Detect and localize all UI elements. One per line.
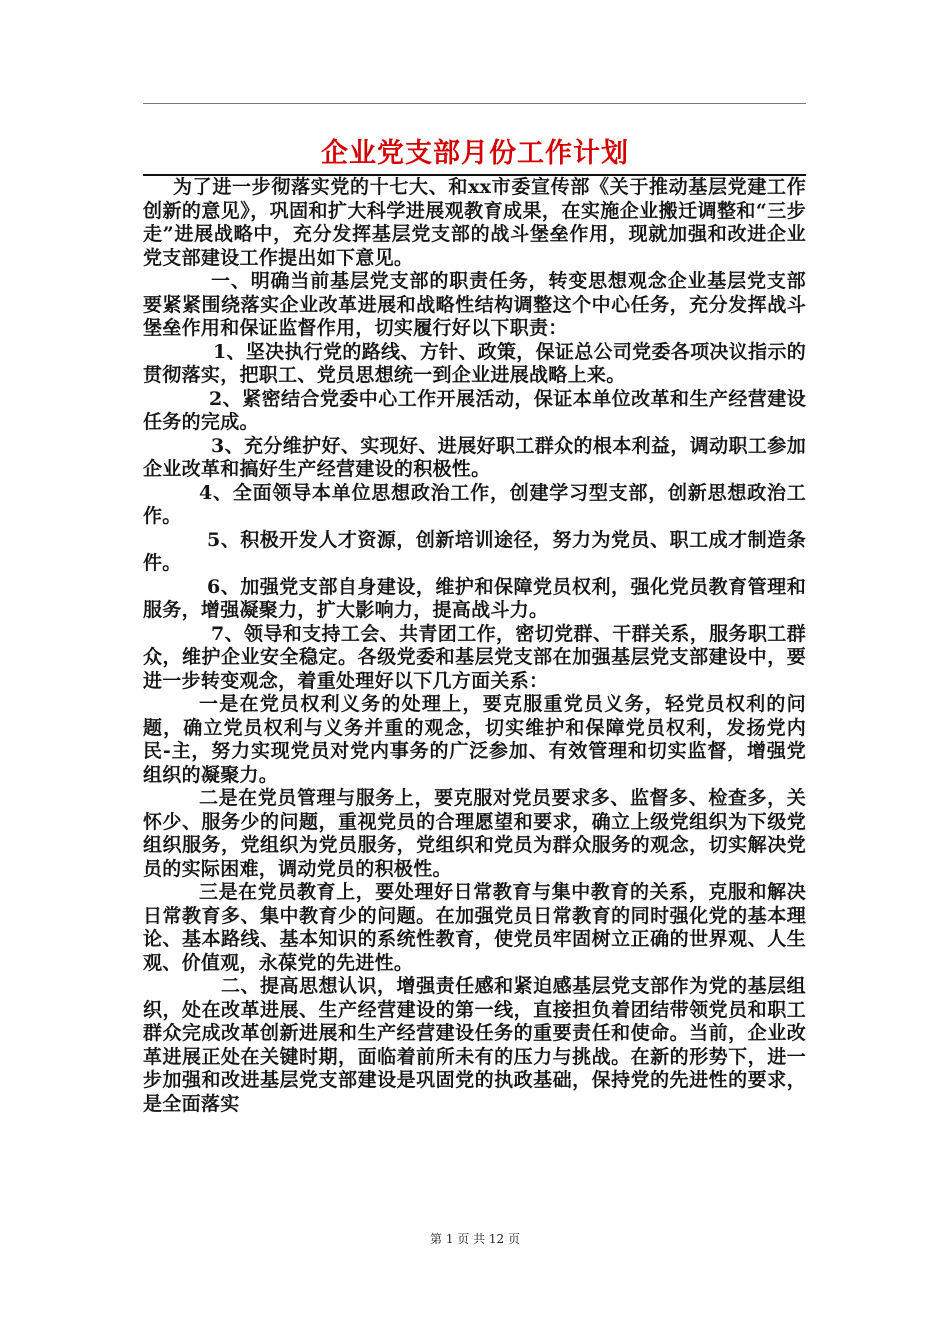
document-title: 企业党支部月份工作计划 bbox=[321, 138, 629, 169]
body-paragraph: 6、加强党支部自身建设，维护和保障党员权利，强化党员教育管理和服务，增强凝聚力，扩大影响力，提高战斗力。 bbox=[143, 575, 806, 621]
body-paragraph: 二是在党员管理与服务上，要克服对党员要求多、监督多、检查多，关怀少、服务少的问题，重视党员的合理愿望和要求，确立上级党组织为下级党组织服务，党组织为党员服务，党组织和党员为群众服务的观念，切实解决党员的实际困难，调动党员的积极性。 bbox=[143, 787, 806, 880]
document-body bbox=[143, 176, 806, 1116]
body-paragraph: 7、领导和支持工会、共青团工作，密切党群、干群关系，服务职工群众，维护企业安全稳定。各级党委和基层党支部在加强基层党支部建设中，要进一步转变观念，着重处理好以下几方面关系： bbox=[143, 622, 806, 692]
body-paragraph: 一、明确当前基层党支部的职责任务，转变思想观念企业基层党支部要紧紧围绕落实企业改革进展和战略性结构调整这个中心任务，充分发挥战斗堡垒作用和保证监督作用，切实履行好以下职责： bbox=[143, 270, 806, 339]
page-number-footer: 第 1 页 共 12 页 bbox=[430, 1232, 520, 1246]
body-paragraph: 1、坚决执行党的路线、方针、政策，保证总公司党委各项决议指示的贯彻落实，把职工、党员思想统一到企业进展战略上来。 bbox=[143, 340, 806, 386]
body-paragraph: 2、紧密结合党委中心工作开展活动，保证本单位改革和生产经营建设任务的完成。 bbox=[143, 387, 806, 433]
body-paragraph: 一是在党员权利义务的处理上，要克服重党员义务，轻党员权利的问题，确立党员权利与义务并重的观念，切实维护和保障党员权利，发扬党内民-主，努力实现党员对党内事务的广泛参加、有效管理和切实监督，增强党组织的凝聚力。 bbox=[143, 693, 806, 786]
header-rule bbox=[143, 103, 806, 104]
body-paragraph: 4、全面领导本单位思想政治工作，创建学习型支部，创新思想政治工作。 bbox=[143, 481, 806, 527]
body-paragraph: 5、积极开发人才资源，创新培训途径，努力为党员、职工成才制造条件。 bbox=[143, 528, 806, 574]
body-paragraph: 三是在党员教育上，要处理好日常教育与集中教育的关系，克服和解决日常教育多、集中教育少的问题。在加强党员日常教育的同时强化党的基本理论、基本路线、基本知识的系统性教育，使党员牢固树立正确的世界观、人生观、价值观，永葆党的先进性。 bbox=[143, 881, 806, 974]
body-paragraph: 为了进一步彻落实党的十七大、和xx市委宣传部《关于推动基层党建工作创新的意见》，巩固和扩大科学进展观教育成果，在实施企业搬迁调整和“三步走”进展战略中，充分发挥基层党支部的战斗堡垒作用，现就加强和改进企业党支部建设工作提出如下意见。 bbox=[143, 176, 806, 269]
body-paragraph: 二、提高思想认识，增强责任感和紧迫感基层党支部作为党的基层组织，处在改革进展、生产经营建设的第一线，直接担负着团结带领党员和职工群众完成改革创新进展和生产经营建设任务的重要责任和使命。当前，企业改革进展正处在关键时期，面临着前所未有的压力与挑战。在新的形势下，进一步加强和改进基层党支部建设是巩固党的执政基础，保持党的先进性的要求，是全面落实 bbox=[143, 975, 806, 1115]
body-paragraph: 3、充分维护好、实现好、进展好职工群众的根本利益，调动职工参加企业改革和搞好生产经营建设的积极性。 bbox=[143, 434, 806, 480]
